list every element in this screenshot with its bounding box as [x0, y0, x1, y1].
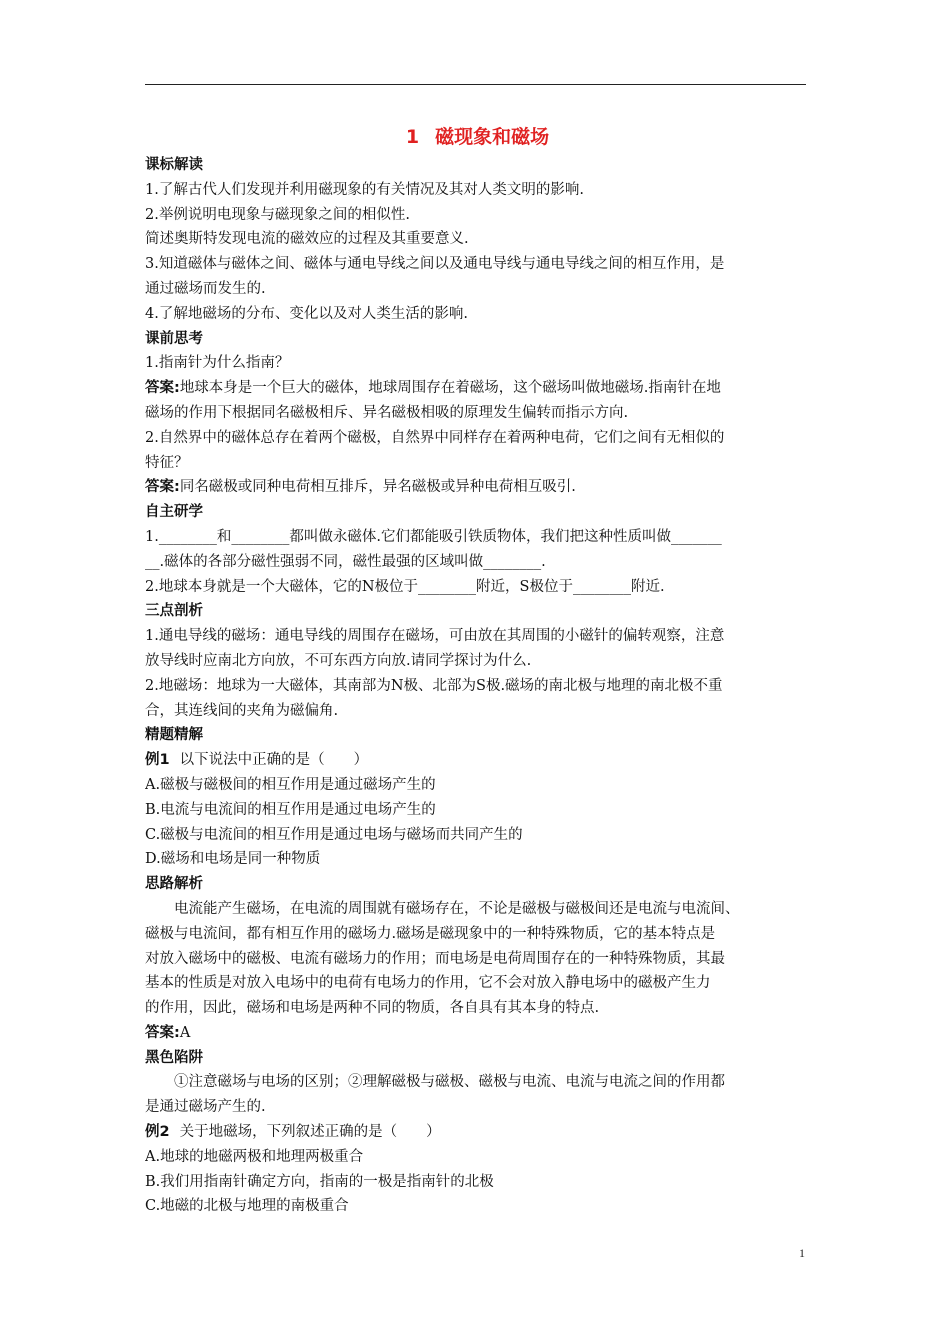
silu-line: 电流能产生磁场，在电流的周围就有磁场存在，不论是磁极与磁极间还是电流与电流间、 — [174, 900, 740, 917]
sandian-line: 放导线时应南北方向放，不可东西方向放.请同学探讨为什么. — [145, 652, 532, 669]
header-rule — [145, 84, 806, 85]
answer-1-line-2: 磁场的作用下根据同名磁极相斥、异名磁极相吸的原理发生偏转而指示方向. — [145, 404, 629, 421]
example-2-text: 关于地磁场，下列叙述正确的是（ ） — [179, 1124, 441, 1141]
example-1-text: 以下说法中正确的是（ ） — [179, 752, 369, 769]
zizhu-line: __.磁体的各部分磁性强弱不同，磁性最强的区域叫做________. — [145, 553, 546, 570]
zizhu-line: 2.地球本身就是一个大磁体，它的N极位于________附近，S极位于________附近. — [145, 578, 665, 595]
section-heading-sandian: 三点剖析 — [145, 603, 203, 620]
example-2-option: A.地球的地磁两极和地理两极重合 — [145, 1148, 364, 1165]
example-2-option: C.地磁的北极与地理的南极重合 — [145, 1198, 349, 1215]
question-2-line-1: 2.自然界中的磁体总存在着两个磁极，自然界中同样存在着两种电荷，它们之间有无相似的 — [145, 429, 725, 446]
answer-1-text: 地球本身是一个巨大的磁体，地球周围存在着磁场，这个磁场叫做地磁场.指南针在地 — [179, 380, 721, 397]
example-1-option: C.磁极与电流间的相互作用是通过电场与磁场而共同产生的 — [145, 826, 523, 843]
heise-line-2: 是通过磁场产生的. — [145, 1099, 266, 1116]
kebiao-line: 1.了解古代人们发现并利用磁现象的有关情况及其对人类文明的影响. — [145, 181, 584, 198]
silu-line: 对放入磁场中的磁极、电流有磁场力的作用；而电场是电荷周围存在的一种特殊物质，其最 — [145, 950, 725, 967]
answer-label: 答案: — [145, 1024, 180, 1041]
section-heading-silu: 思路解析 — [145, 876, 203, 893]
example-1-label: 例1 — [145, 752, 170, 769]
page-title — [145, 121, 810, 153]
kebiao-line: 通过磁场而发生的. — [145, 280, 266, 297]
answer-2-text: 同名磁极或同种电荷相互排斥，异名磁极或异种电荷相互吸引. — [179, 479, 576, 496]
answer-2-line — [145, 475, 810, 500]
page-number: 1 — [799, 1246, 805, 1260]
sandian-line: 合，其连线间的夹角为磁偏角. — [145, 702, 339, 719]
answer-label: 答案: — [145, 380, 180, 397]
silu-line: 磁极与电流间，都有相互作用的磁场力.磁场是磁现象中的一种特殊物质，它的基本特点是 — [145, 925, 716, 942]
section-heading-kebiao: 课标解读 — [145, 157, 203, 173]
kebiao-line: 4.了解地磁场的分布、变化以及对人类生活的影响. — [145, 305, 468, 322]
title-text: 磁现象和磁场 — [435, 126, 550, 148]
kebiao-line: 2.举例说明电现象与磁现象之间的相似性. — [145, 206, 410, 223]
zizhu-line: 1.________和________都叫做永磁体.它们都能吸引铁质物体，我们把这种性质叫做_______ — [145, 528, 722, 545]
example-2-question — [145, 1120, 810, 1145]
question-2-line-2: 特征？ — [145, 454, 189, 471]
sandian-line: 2.地磁场：地球为一大磁体，其南部为N极、北部为S极.磁场的南北极与地理的南北极不重 — [145, 677, 723, 694]
page-content — [145, 121, 810, 1219]
sandian-line: 1.通电导线的磁场：通电导线的周围存在磁场，可由放在其周围的小磁针的偏转观察，注意 — [145, 628, 725, 645]
section-heading-kexian: 课前思考 — [145, 330, 203, 347]
silu-line: 基本的性质是对放入电场中的电荷有电场力的作用，它不会对放入静电场中的磁极产生力 — [145, 975, 711, 992]
kebiao-line: 3.知道磁体与磁体之间、磁体与通电导线之间以及通电导线与通电导线之间的相互作用，是 — [145, 256, 725, 273]
section-heading-zizhu: 自主研学 — [145, 504, 203, 521]
kebiao-line: 简述奥斯特发现电流的磁效应的过程及其重要意义. — [145, 231, 469, 248]
example-2-label: 例2 — [145, 1124, 170, 1141]
answer-1-line — [145, 376, 810, 401]
silu-answer-line — [145, 1021, 810, 1046]
section-heading-jingti: 精题精解 — [145, 727, 203, 744]
question-1: 1.指南针为什么指南？ — [145, 355, 290, 372]
example-1-question — [145, 748, 810, 773]
example-2-option: B.我们用指南针确定方向，指南的一极是指南针的北极 — [145, 1173, 494, 1190]
silu-line: 的作用，因此，磁场和电场是两种不同的物质，各自具有其本身的特点. — [145, 1000, 600, 1017]
answer-label: 答案: — [145, 479, 180, 496]
heise-line-1: ①注意磁场与电场的区别；②理解磁极与磁极、磁极与电流、电流与电流之间的作用都 — [174, 1074, 725, 1091]
example-1-option: A.磁极与磁极间的相互作用是通过磁场产生的 — [145, 776, 436, 793]
section-heading-heise: 黑色陷阱 — [145, 1049, 203, 1066]
title-number: 1 — [405, 126, 420, 148]
example-1-option: B.电流与电流间的相互作用是通过电场产生的 — [145, 801, 436, 818]
example-1-option: D.磁场和电场是同一种物质 — [145, 851, 321, 868]
silu-answer: A — [179, 1024, 191, 1041]
